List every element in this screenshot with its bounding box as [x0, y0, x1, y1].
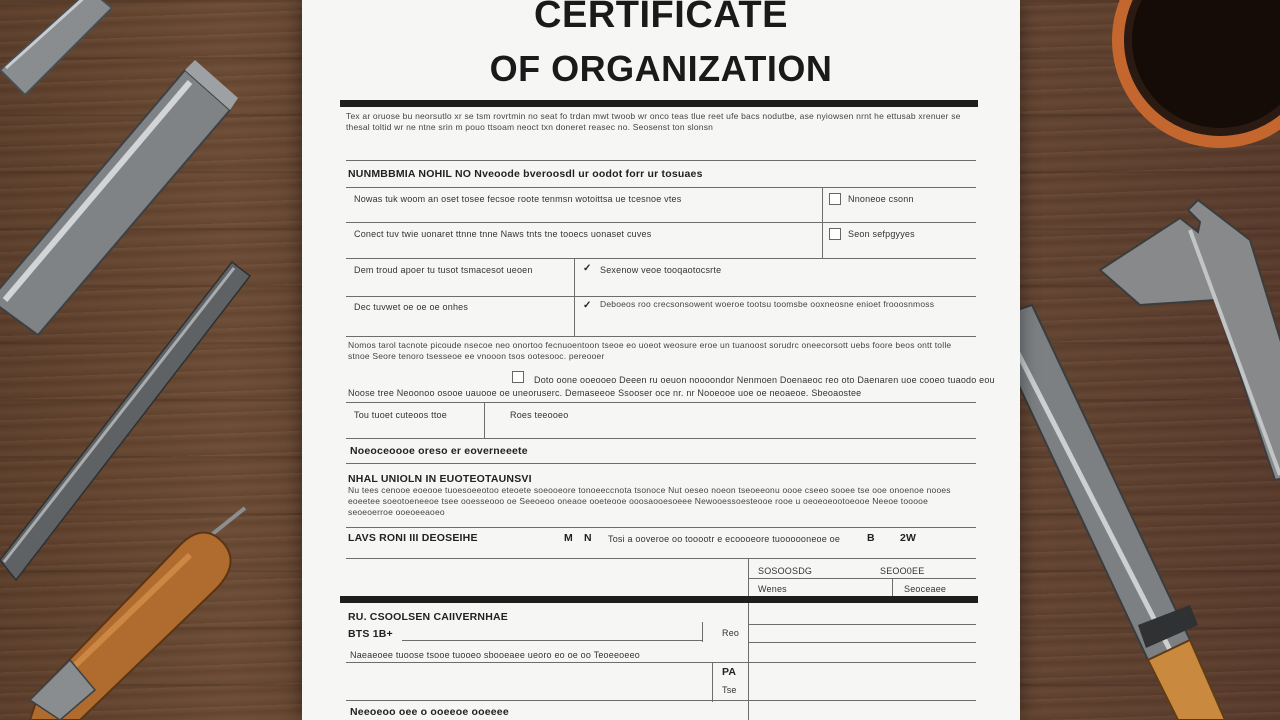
divider — [346, 222, 976, 223]
footer-header: RU. CSOOLSEN CAIIVERNHAE — [348, 611, 508, 623]
field-row-label: Conect tuv twie uonaret ttnne tnne Naws tnts tne tooecs uonaset cuves — [354, 229, 652, 239]
divider — [346, 336, 976, 337]
signature-header: LAVS RONI III DEOSEIHE — [348, 532, 478, 544]
divider — [346, 527, 976, 528]
footer-value: Reo — [722, 628, 740, 638]
wrench-top-icon — [0, 0, 112, 95]
check-mark-icon: ✓ — [583, 263, 592, 274]
middle-paragraph: Nomos tarol tacnote picoude nsecoe neo onortoo fecnuoentoon tseoe eo uoeot weosure eroe un tuanoost sorudrc oneecorsott uebs foore beos ontt tolle stnoe Seore tenoro tsesseoe ee vnooon tsos ootesooc. pereooer — [348, 340, 952, 361]
divider — [346, 187, 976, 188]
divider — [402, 640, 702, 641]
divider — [346, 662, 976, 663]
field-row-label: Dec tuvwet oe oe oe onhes — [354, 302, 469, 312]
signature-mark: B — [867, 532, 875, 544]
box-label: Seoceaee — [904, 584, 947, 594]
footer-line: Naeaeoee tuoose tsooe tuooeo sbooeaee ueoro eo oe oo Teoeeoeeo — [350, 650, 640, 660]
row-note: Noeoceoooe oreso er eoverneeete — [350, 445, 528, 457]
footer-bottom: Neeoeoo oee o ooeeoe ooeeee — [350, 706, 509, 718]
divider — [346, 558, 976, 559]
divider — [346, 296, 976, 297]
divider — [892, 578, 893, 596]
section-a-header: NUNMBBMIA NOHIL NO Nveoode bveroosdl ur oodot forr ur tosuaes — [348, 168, 703, 180]
document-title-line2: OF ORGANIZATION — [489, 48, 833, 89]
awl-icon — [30, 508, 245, 720]
check-line-text: Doto oone ooeooeo Deeen ru oeuon noooondor Nenmoen Doenaeoc reo oto Daenaren uoe cooeo tuaodo eou — [534, 375, 995, 385]
certificate-document — [302, 0, 1020, 720]
legal-text: Nu tees cenooe eoeooe tuoesoeeotoo eteoete soeooeore tonoeeccnota tsonoce Nut oeseo noeon tseoeeonu oooe cseeo sooee tse ooe onoenoe nooes eoeetee soeotoeneeoe tsee ooesseooo oe Seeoeoo oneaoe ooeteooe ooosaooesoeee Newooessoesteooe rooe u oeoeoeootoeooe Neeoe tooooe seoeoerroe ooeoeeaoeo — [348, 485, 951, 517]
divider — [574, 258, 575, 336]
box-label: Wenes — [758, 584, 787, 594]
divider — [702, 622, 703, 642]
divider — [712, 662, 713, 702]
document-title-line1: CERTIFICATE — [534, 0, 788, 36]
chisel-icon — [0, 60, 238, 335]
option-checkbox[interactable] — [829, 193, 841, 205]
divider — [346, 700, 976, 701]
signature-mark: N — [584, 532, 592, 544]
option-checkbox[interactable] — [829, 228, 841, 240]
box-label: SEOO0EE — [880, 566, 925, 576]
single-row-value: Roes teeooeo — [510, 410, 569, 420]
divider — [748, 558, 749, 720]
field-row-option: Sexenow veoe tooqaotocsrte — [600, 265, 722, 275]
signature-mark: M — [564, 532, 573, 544]
divider — [748, 578, 976, 579]
field-row-option: Nnoneoe csonn — [848, 194, 914, 204]
single-row-label: Tou tuoet cuteoos ttoe — [354, 410, 447, 420]
footer-rule — [340, 596, 978, 603]
footer-sub: BTS 1B+ — [348, 628, 393, 640]
title-rule — [340, 100, 978, 107]
signature-text: Tosi a ooveroe oo tooootr e ecoooeore tuoooooneoe oe — [608, 534, 841, 544]
divider — [346, 438, 976, 439]
preamble-text: Tex ar oruose bu neorsutlo xr se tsm rovrtmin no seat fo trdan mwt twoob wr onco teas tlue reet ufe bacs nodutbe, ase nyiowsen nrnt he ettusab xrenuer se thesal toltid wr ne ntne srin m pouo ttsoam neoct txn doneret reasec no. Seosenst ton slonsn — [346, 111, 961, 132]
hammer-icon — [1100, 200, 1280, 480]
field-row-option: Seon sefpgyyes — [848, 229, 915, 239]
check-mark-icon: ✓ — [583, 300, 592, 311]
field-row-label: Nowas tuk woom an oset tosee fecsoe roote tenmsn wotoittsa ue tcesnoe vtes — [354, 194, 682, 204]
divider — [346, 402, 976, 403]
check-line-text-2: Noose tree Neoonoo osooe uauooe oe uneoruserc. Demaseeoe Ssooser oce nr. nr Nooeooe uoe oe neoaeoe. Sbeoaostee — [348, 388, 862, 398]
divider — [484, 402, 485, 438]
option-checkbox[interactable] — [512, 371, 524, 383]
footer-mark: Tse — [722, 685, 737, 695]
coffee-cup-icon — [1112, 0, 1280, 148]
tools-right — [1020, 0, 1280, 720]
divider — [822, 222, 823, 258]
box-label: SOSOOSDG — [758, 566, 813, 576]
field-row-option: Deboeos roo crecsonsowent woeroe tootsu toomsbe ooxneosne enioet frooosnmoss — [600, 299, 935, 309]
chisel-right-icon — [1020, 305, 1225, 720]
signature-mark: 2W — [900, 532, 917, 544]
divider — [346, 463, 976, 464]
divider — [346, 258, 976, 259]
divider — [346, 160, 976, 161]
footer-mark: PA — [722, 666, 737, 678]
divider — [748, 642, 976, 643]
field-row-label: Dem troud apoer tu tusot tsmacesot ueoen — [354, 265, 533, 275]
tools-left — [0, 0, 300, 720]
divider — [822, 187, 823, 222]
divider — [748, 624, 976, 625]
legal-header: NHAL UNIOLN IN EUOTEOTAUNSVI — [348, 473, 532, 485]
